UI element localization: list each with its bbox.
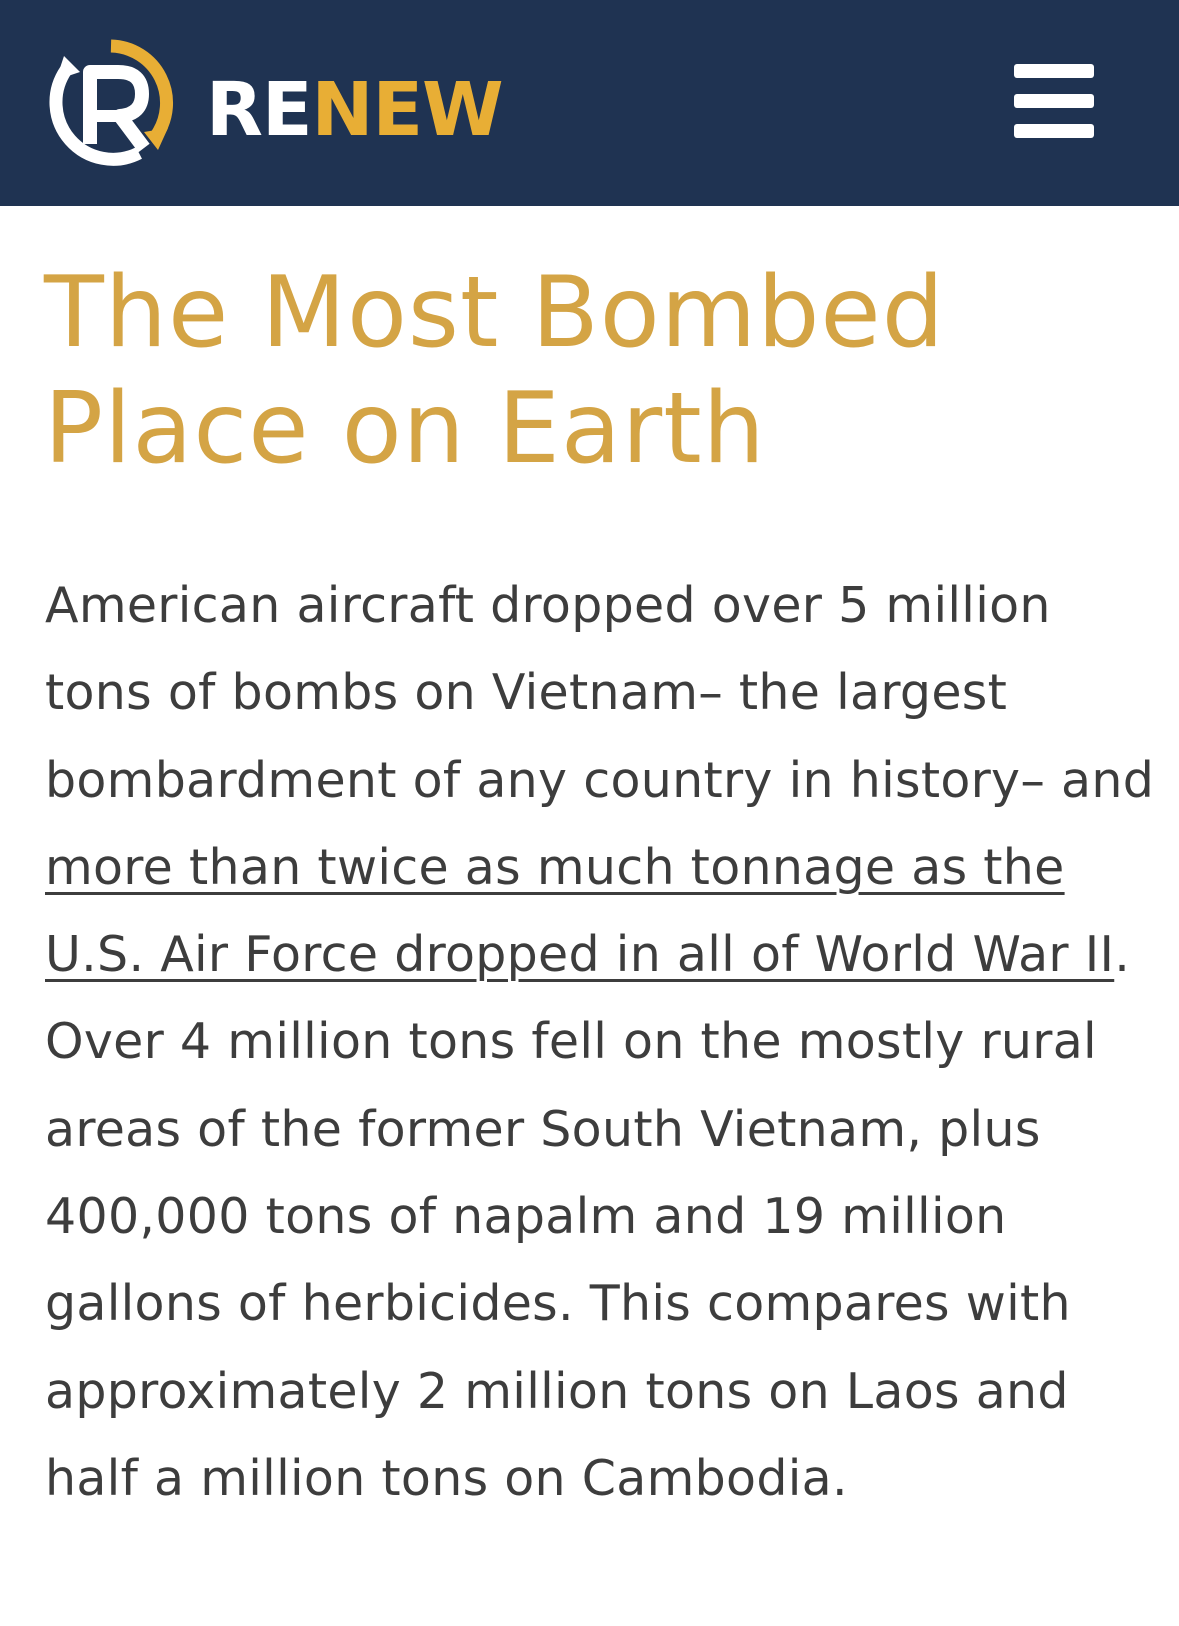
site-header (0, 0, 1179, 206)
tonnage-comparison-link[interactable]: more than twice as much tonnage as the U.S. Air Force dropped in all of World War II (45, 838, 1115, 984)
logo-text-new: NEW (311, 67, 503, 153)
hamburger-menu-icon[interactable] (1014, 64, 1096, 138)
renew-logo-link[interactable] (44, 36, 503, 170)
paragraph-rest-text: . Over 4 million tons fell on the mostly rural areas of the former South Vietnam, plus 400,000 tons of napalm and 19 million gallons of herbicides. This compares with approximately 2 million tons on Laos and half a million tons on Cambodia. (45, 926, 1131, 1507)
menu-bar-top (1014, 64, 1094, 78)
menu-bar-middle (1014, 94, 1094, 108)
article-paragraph (45, 562, 1157, 1522)
menu-bar-bottom (1014, 124, 1094, 138)
page-title (44, 255, 1144, 487)
page-title-line-2: Place on Earth (44, 372, 766, 486)
logo-wordmark (206, 67, 503, 153)
logo-text-re: RE (206, 67, 312, 153)
renew-logo-icon (44, 36, 178, 170)
paragraph-intro-text: American aircraft dropped over 5 million tons of bombs on Vietnam– the largest bombardment of any country in history– and (45, 577, 1155, 809)
page-title-line-1: The Most Bombed (44, 256, 945, 370)
